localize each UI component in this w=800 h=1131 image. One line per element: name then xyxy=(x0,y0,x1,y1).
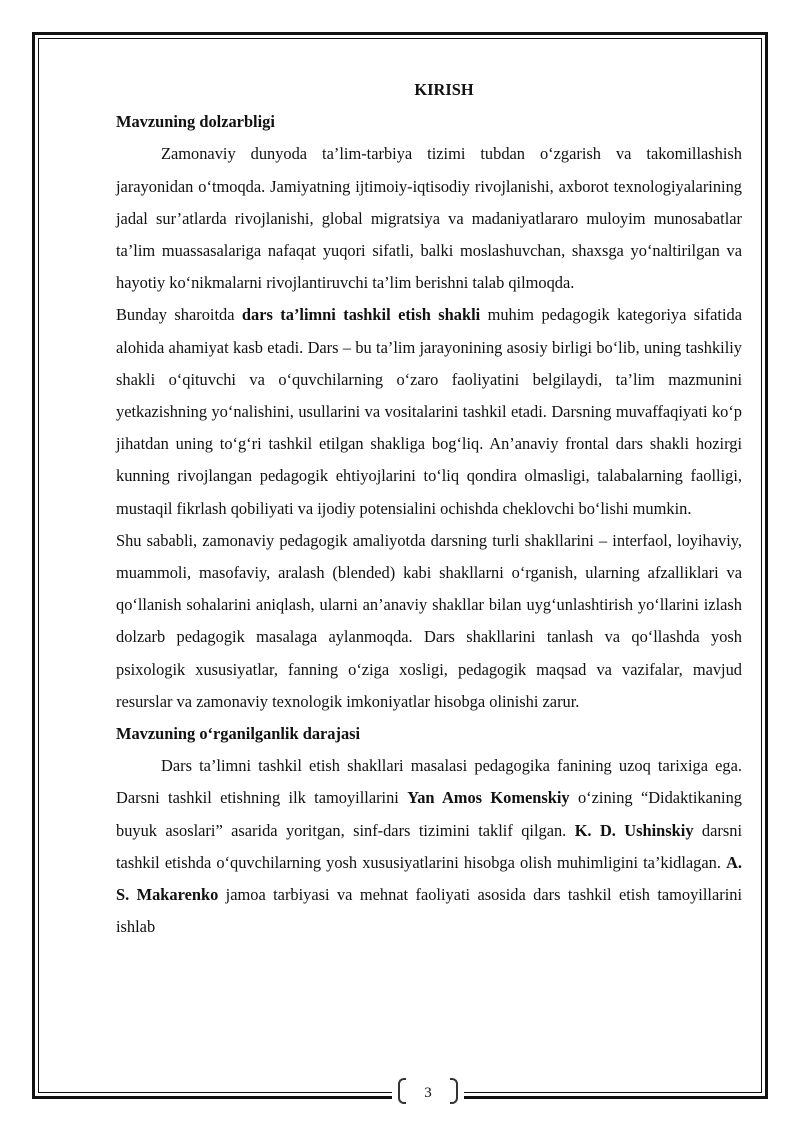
text-run: muhim pedagogik kategoriya sifatida alohida ahamiyat kasb etadi. Dars – bu ta’lim jarayonining asosiy birligi bo‘lib, uning tashkiliy shakli o‘qituvchi va o‘quvchilarning o‘zaro faoliyatini belgilaydi, ta’lim mazmunini yetkazishning yo‘nalishini, usullarini va vositalarini tashkil etadi. Darsning muvaffaqiyati ko‘p jihatdan uning to‘g‘ri tashkil etilgan shakliga bog‘liq. An’anaviy frontal dars shakli hozirgi kunning rivojlangan pedagogik ehtiyojlarini to‘liq qondira olmasligi, talabalarning faolligi, mustaqil fikrlash qobiliyati va ijodiy potensialini ochishda cheklovchi bo‘lishi mumkin. xyxy=(116,305,743,518)
paragraph-3: Shu sababli, zamonaviy pedagogik amaliyotda darsning turli shakllarini – interfaol, loyihaviy, muammoli, masofaviy, aralash (blended) kabi shakllarni o‘rganish, ularning afzalliklari va qo‘llanish sohalarini aniqlash, ularni an’anaviy shakllar bilan uyg‘unlashtirish yo‘llarini izlash dolzarb pedagogik masalaga aylanmoqda. Dars shakllarini tanlash va qo‘llashda yosh psixologik xususiyatlar, fanning o‘ziga xosligi, pedagogik maqsad va vazifalar, mavjud resurslar va zamonaviy texnologik imkoniyatlar hisobga olinishi zarur. xyxy=(116,530,742,711)
page-number: 3 xyxy=(424,1085,432,1101)
section-heading-study-level: Mavzuning o‘rganilganlik darajasi xyxy=(116,724,361,744)
document-body xyxy=(116,74,742,943)
text-run: o‘zining “Didaktikaning buyuk asoslari” asarida yoritgan, sinf-dars tizimini taklif qilgan. xyxy=(116,788,742,840)
page-number-box xyxy=(392,1078,464,1108)
section-heading-relevance: Mavzuning dolzarbligi xyxy=(116,112,275,132)
paragraph-1: Zamonaviy dunyoda ta’lim-tarbiya tizimi tubdan o‘zgarish va takomillashish jarayonidan o‘tmoqda. Jamiyatning ijtimoiy-iqtisodiy rivojlanishi, axborot texnologiyalarining jadal sur’atlarda rivojlanishi, global migratsiya va madaniyatlararo muloyim munosabatlar ta’lim muassasalariga nafaqat yuqori sifatli, balki moslashuvchan, shaxsga yo‘naltirilgan va hayotiy ko‘nikmalarni rivojlantiruvchi ta’lim berishni talab qilmoqda. xyxy=(116,144,742,293)
text-run: jamoa tarbiyasi va mehnat faoliyati asosida dars tashkil etish tamoyillarini ishlab xyxy=(116,885,742,937)
paragraph-2 xyxy=(116,299,742,524)
author-name-komenskiy: Yan Amos Komenskiy xyxy=(407,788,570,808)
right-brace-icon xyxy=(450,1078,458,1104)
text-run: Dars ta’limni tashkil etish shakllari masalasi pedagogika fanining uzoq tarixiga ega. Darsni tashkil etishning ilk tamoyillarini xyxy=(116,756,742,808)
text-run: Bunday sharoitda xyxy=(116,305,242,325)
left-brace-icon xyxy=(398,1078,406,1104)
bold-term: dars ta’limni tashkil etish shakli xyxy=(241,305,481,325)
author-name-ushinskiy: K. D. Ushinskiy xyxy=(574,820,694,840)
author-name-makarenko: A. S. Makarenko xyxy=(116,852,742,905)
paragraph-4 xyxy=(116,750,742,943)
text-run: darsni tashkil etishda o‘quvchilarning yosh xususiyatlarini hisobga olish muhimligini ta’kidlagan. xyxy=(116,820,742,872)
document-title: KIRISH xyxy=(414,80,474,99)
